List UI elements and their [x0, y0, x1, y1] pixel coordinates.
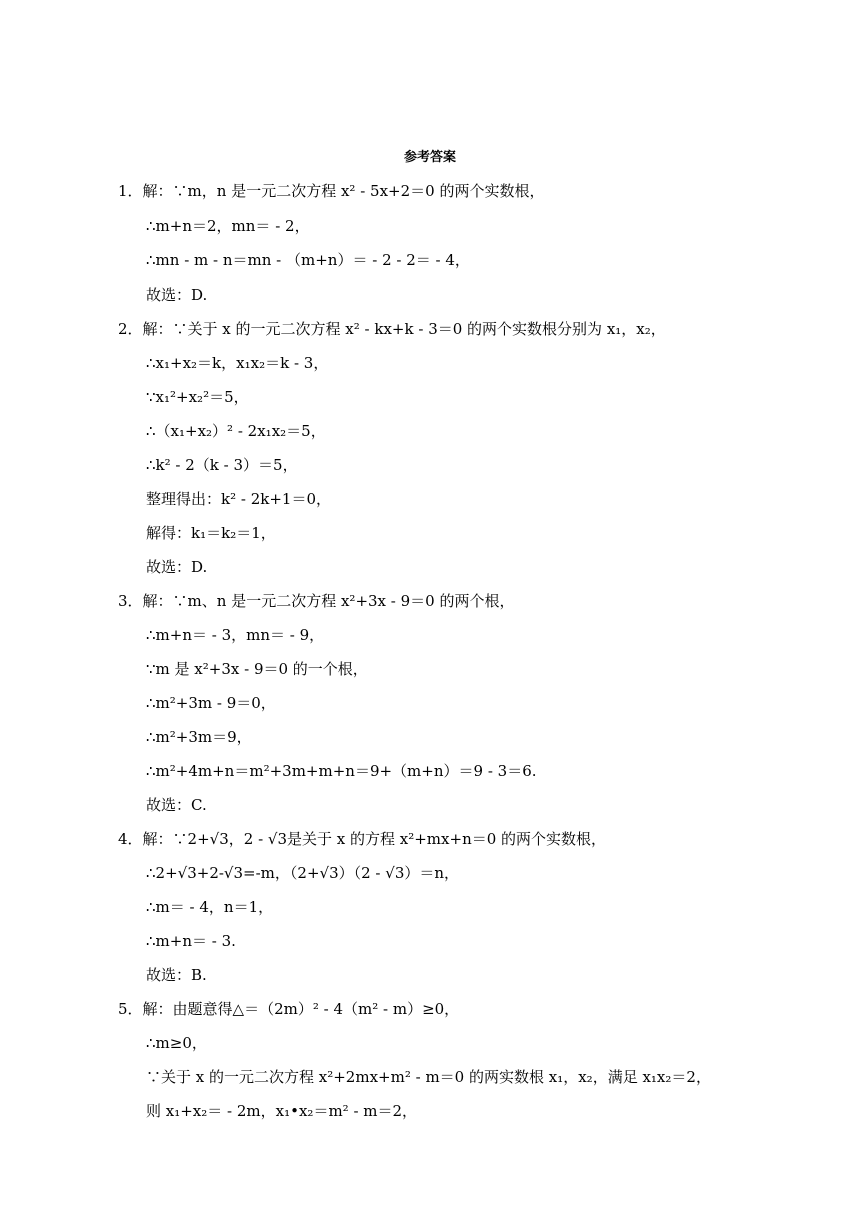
- solution-line: 故选：C.: [146, 796, 207, 814]
- problem-line: 4．解：∵2+√3，2 - √3是关于 x 的方程 x²+mx+n＝0 的两个实数根，: [118, 830, 607, 848]
- problem-line: 1．解：∵m，n 是一元二次方程 x² - 5x+2＝0 的两个实数根，: [118, 182, 545, 200]
- solution-line: ∴mn - m - n＝mn - （m+n）＝ - 2 - 2＝ - 4，: [146, 251, 470, 269]
- solution-line: ∴m+n＝2，mn＝ - 2，: [146, 217, 310, 235]
- solution-line: ∵m 是 x²+3x - 9＝0 的一个根，: [146, 660, 368, 678]
- solution-line: ∴m+n＝ - 3，mn＝ - 9，: [146, 626, 325, 644]
- solution-line: 整理得出：k² - 2k+1＝0，: [146, 490, 331, 508]
- solution-line: ∵x₁²+x₂²＝5，: [146, 388, 249, 406]
- solution-line: ∴m≥0，: [146, 1034, 207, 1052]
- solution-line: 故选：B.: [146, 966, 207, 984]
- solution-line: 解得：k₁＝k₂＝1，: [146, 524, 276, 542]
- problem-line: 3．解：∵m、n 是一元二次方程 x²+3x - 9＝0 的两个根，: [118, 592, 515, 610]
- problem-line: 2．解：∵关于 x 的一元二次方程 x² - kx+k - 3＝0 的两个实数根分别为 x₁，x₂，: [118, 320, 666, 338]
- solution-line: ∴m²+3m - 9＝0，: [146, 694, 276, 712]
- solution-line: ∴x₁+x₂＝k，x₁x₂＝k - 3，: [146, 354, 329, 372]
- problem-line: 5．解：由题意得△＝（2m）² - 4（m² - m）≥0，: [118, 1000, 460, 1018]
- solution-line: ∴m²+3m＝9，: [146, 728, 252, 746]
- solution-line: 故选：D.: [146, 286, 208, 304]
- solution-line: ∴2+√3+2-√3=-m，（2+√3）（2 - √3）＝n，: [146, 864, 460, 882]
- solution-line: ∴m²+4m+n＝m²+3m+m+n＝9+（m+n）＝9 - 3＝6.: [146, 762, 537, 780]
- solution-line: ∴（x₁+x₂）² - 2x₁x₂＝5，: [146, 422, 326, 440]
- solution-line: ∴m＝ - 4，n＝1，: [146, 898, 274, 916]
- solution-line: ∵关于 x 的一元二次方程 x²+2mx+m² - m＝0 的两实数根 x₁，x₂，满足 x₁x₂＝2，: [146, 1068, 711, 1086]
- solution-line: ∴m+n＝ - 3.: [146, 932, 236, 950]
- solution-line: 故选：D.: [146, 558, 208, 576]
- solution-line: 则 x₁+x₂＝ - 2m，x₁•x₂＝m² - m＝2，: [146, 1102, 418, 1120]
- solution-line: ∴k² - 2（k - 3）＝5，: [146, 456, 298, 474]
- page-title: 参考答案: [403, 150, 456, 165]
